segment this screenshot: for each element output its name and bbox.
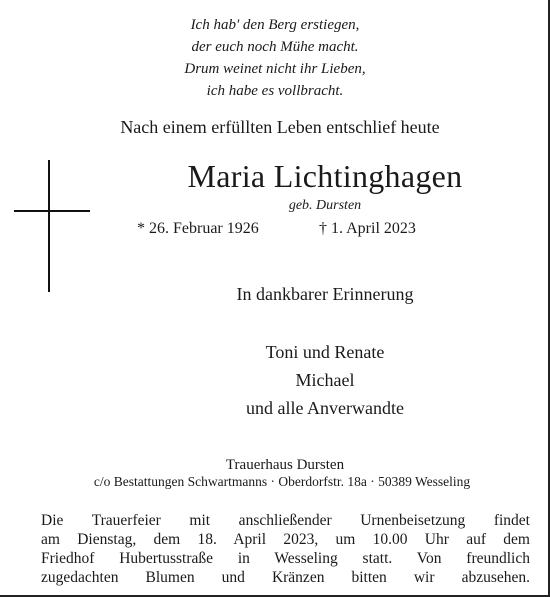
mourning-house-address: c/o Bestattungen Schwartmanns · Oberdorfstr. 18a · 50389 Wesseling (93, 474, 471, 489)
poem-line: ich habe es vollbracht. (206, 83, 344, 99)
funeral-notice (41, 511, 530, 587)
deceased-name: Maria Lichtinghagen (187, 158, 463, 194)
poem-line: Ich hab' den Berg erstiegen, (190, 17, 360, 33)
poem (0, 14, 550, 102)
death-date: † 1. April 2023 (319, 220, 416, 237)
birth-date: * 26. Februar 1926 (137, 220, 259, 237)
notice-line: Die Trauerfeier mit anschließender Urnenbeisetzung findet (41, 512, 530, 529)
mourner: und alle Anverwandte (246, 398, 404, 418)
poem-line: der euch noch Mühe macht. (191, 39, 359, 55)
poem-line: Drum weinet nicht ihr Lieben, (184, 61, 366, 77)
notice-line: zugedachten Blumen und Kränzen bitten wir abzusehen. (41, 569, 530, 586)
intro-text: Nach einem erfüllten Leben entschlief heute (120, 117, 440, 137)
mourner: Toni und Renate (265, 342, 385, 362)
cross-icon-vertical (48, 160, 50, 292)
gratitude-line: In dankbarer Erinnerung (236, 284, 414, 304)
birth-name: geb. Dursten (288, 198, 362, 213)
mourner: Michael (295, 370, 355, 390)
notice-line: Friedhof Hubertusstraße in Wesseling statt. Von freundlich (41, 550, 530, 567)
mourning-house-name: Trauerhaus Dursten (225, 457, 345, 473)
notice-line: am Dienstag, dem 18. April 2023, um 10.00 Uhr auf dem (41, 531, 530, 548)
mourners-list (60, 338, 550, 422)
